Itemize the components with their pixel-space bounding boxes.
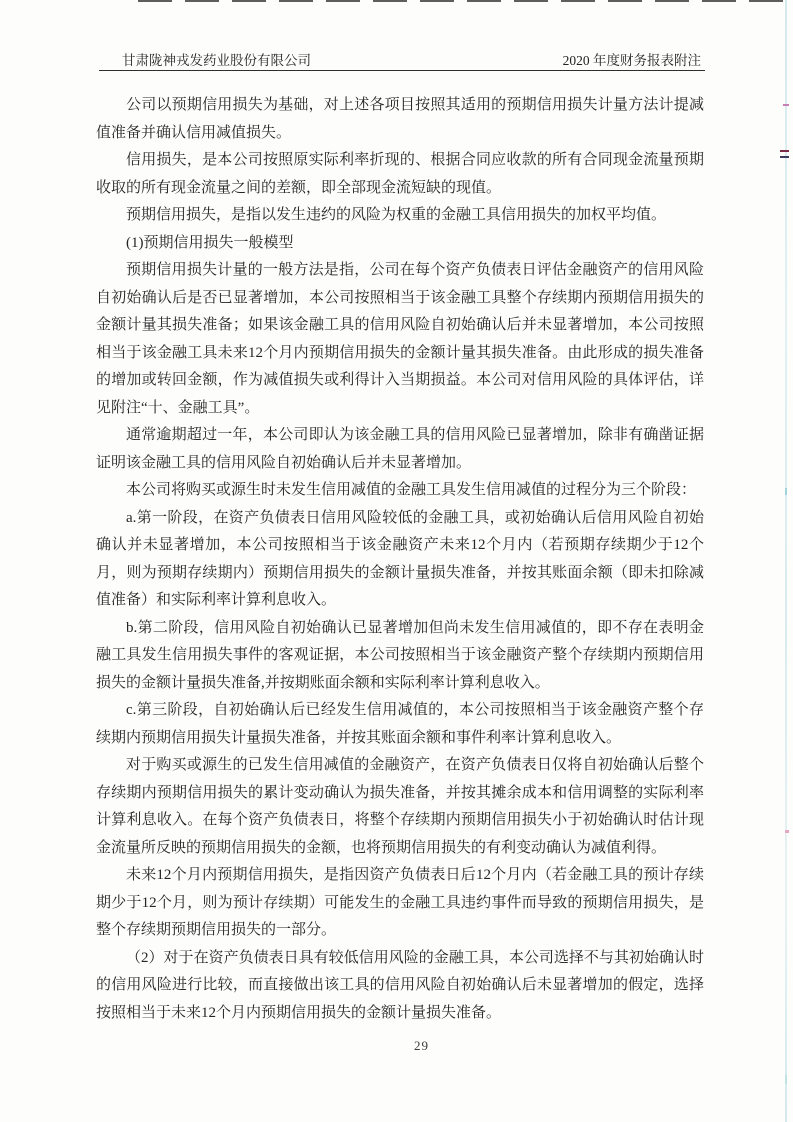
scan-artifact-right-edge xyxy=(785,0,787,1122)
paragraph: 未来12个月内预期信用损失，是指因资产负债表日后12个月内（若金融工具的预计存续期少于12个月，则为预计存续期）可能发生的金融工具违约事件而导致的预期信用损失，是整个存续期预期信用损失的一部分。 xyxy=(96,867,704,938)
paragraph: 信用损失，是本公司按照原实际利率折现的、根据合同应收款的所有合同现金流量预期收取的所有现金流量之间的差额，即全部现金流短缺的现值。 xyxy=(96,152,704,196)
paragraph: 通常逾期超过一年，本公司即认为该金融工具的信用风险已显著增加，除非有确凿证据证明该金融工具的信用风险自初始确认后并未显著增加。 xyxy=(96,427,704,471)
scan-artifact-tick xyxy=(785,830,789,833)
paragraph: 公司以预期信用损失为基础，对上述各项目按照其适用的预期信用损失计量方法计提减值准备并确认信用减值损失。 xyxy=(96,97,704,141)
scan-artifact-top-edge xyxy=(138,0,793,2)
paragraph-stage-b: b.第二阶段，信用风险自初始确认已显著增加但尚未发生信用减值的，即不存在表明金融工具发生信用损失事件的客观证据，本公司按照相当于该金融资产整个存续期内预期信用损失的金额计量损失准备,并按期账面余额和实际利率计算利息收入。 xyxy=(96,619,704,691)
header-divider xyxy=(99,70,705,71)
paragraph: 预期信用损失，是指以发生违约的风险为权重的金融工具信用损失的加权平均值。 xyxy=(126,207,667,223)
scan-artifact-tick xyxy=(780,156,789,158)
header-report-title: 2020 年度财务报表附注 xyxy=(562,53,701,68)
paragraph: 预期信用损失计量的一般方法是指，公司在每个资产负债表日评估金融资产的信用风险自初始确认后是否已显著增加，本公司按照相当于该金融工具整个存续期内预期信用损失的金额计量其损失准备；如果该金融工具的信用风险自初始确认后并未显著增加，本公司按照相当于该金融工具未来12个月内预期信用损失的金额计量其损失准备。由此形成的损失准备的增加或转回金额，作为减值损失或利得计入当期损益。本公司对信用风险的具体评估，详见附注“十、金融工具”。 xyxy=(96,262,704,416)
page-number: 29 xyxy=(414,1038,429,1053)
scan-artifact-tick xyxy=(785,488,787,495)
paragraph-stage-c: c.第三阶段，自初始确认后已经发生信用减值的，本公司按照相当于该金融资产整个存续期内预期信用损失计量损失准备，并按其账面余额和事件利率计算利息收入。 xyxy=(96,702,704,746)
paragraph: （2）对于在资产负债表日具有较低信用风险的金融工具，本公司选择不与其初始确认时的信用风险进行比较，而直接做出该工具的信用风险自初始确认后未显著增加的假定，选择按照相当于未来12个月内预期信用损失的金额计量损失准备。 xyxy=(96,949,704,1021)
paragraph-stage-a: a.第一阶段，在资产负债表日信用风险较低的金融工具，或初始确认后信用风险自初始确认并未显著增加，本公司按照相当于该金融资产未来12个月内（若预期存续期少于12个月，则为预期存续期内）预期信用损失的金额计量损失准备，并按其账面余额（即未扣除减值准备）和实际利率计算利息收入。 xyxy=(96,509,704,608)
paragraph-section-heading: (1)预期信用损失一般模型 xyxy=(126,234,294,251)
document-body xyxy=(96,92,704,1027)
page-header xyxy=(122,49,701,69)
scan-artifact-tick xyxy=(780,150,789,152)
scan-artifact-tick xyxy=(783,104,789,106)
scan-artifact-tick xyxy=(785,1075,787,1084)
paragraph: 对于购买或源生的已发生信用减值的金融资产，在资产负债表日仅将自初始确认后整个存续期内预期信用损失的累计变动确认为损失准备，并按其摊余成本和信用调整的实际利率计算利息收入。在每个资产负债表日，将整个存续期内预期信用损失小于初始确认时估计现金流量所反映的预期信用损失的金额，也将预期信用损失的有利变动确认为减值利得。 xyxy=(96,757,704,856)
paragraph: 本公司将购买或源生时未发生信用减值的金融工具发生信用减值的过程分为三个阶段： xyxy=(126,482,697,498)
header-company-name: 甘肃陇神戎发药业股份有限公司 xyxy=(122,53,311,68)
